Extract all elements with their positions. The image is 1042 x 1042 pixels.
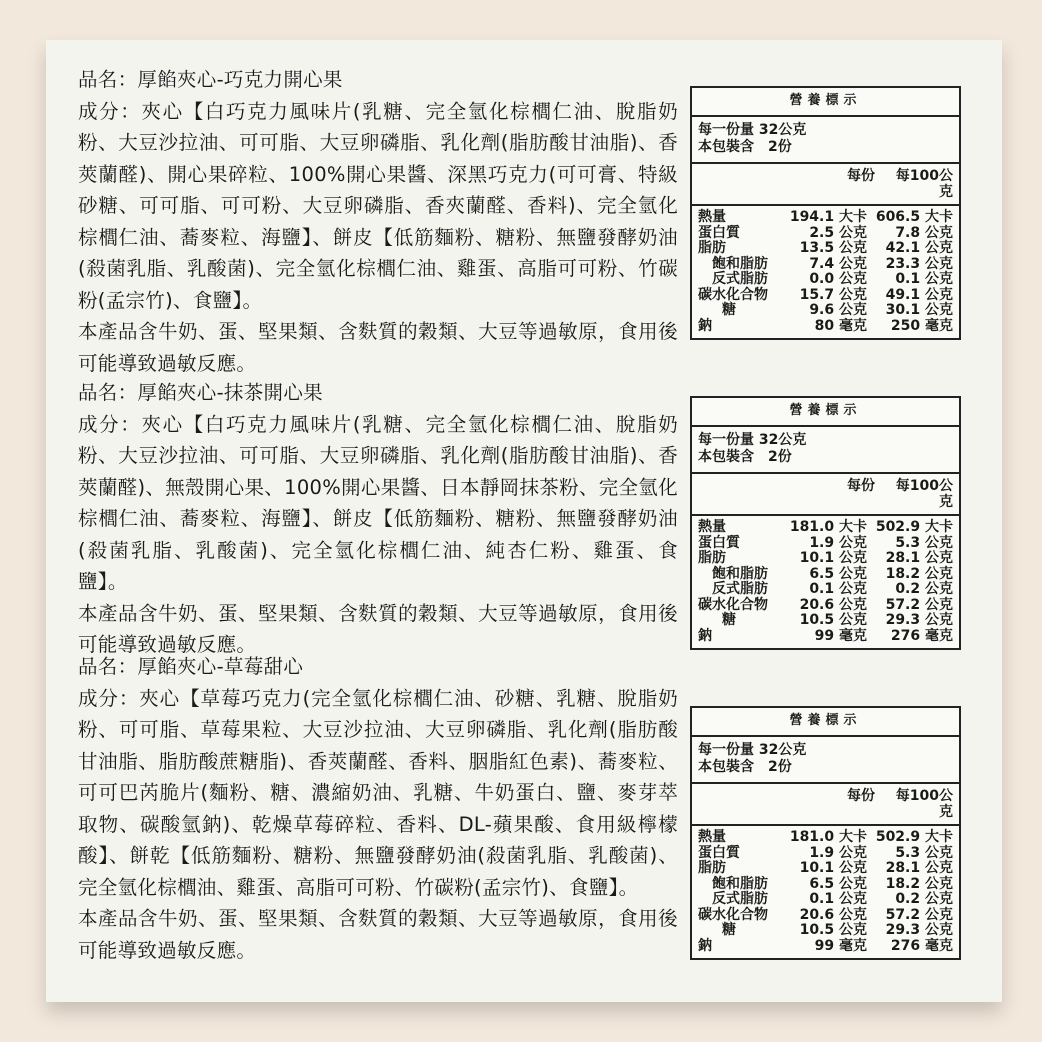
- nutrient-row: [698, 908, 953, 924]
- value-per-100g: 57.2 公克: [885, 596, 953, 613]
- value-per-serving: 2.5 公克: [809, 224, 867, 241]
- value-per-100g: 502.9 大卡: [875, 519, 953, 535]
- value-per-100g: 5.3 公克: [895, 844, 953, 861]
- serving-info: [692, 427, 959, 474]
- value-per-100g: 23.3 公克: [885, 255, 953, 272]
- nutrient-name: 蛋白質: [698, 844, 740, 861]
- value-per-100g: 276 毫克: [890, 627, 953, 644]
- nutrient-name: 鈉: [698, 937, 712, 954]
- nutrient-name: 蛋白質: [698, 224, 740, 241]
- nutrient-name: 糖: [722, 612, 736, 628]
- nutrient-name: 鈉: [698, 627, 712, 644]
- serving-size: 每一份量 32公克: [698, 122, 807, 138]
- nutrient-row: [698, 319, 953, 335]
- nutrient-name: 脂肪: [698, 550, 726, 566]
- value-per-100g: 0.1 公克: [895, 271, 953, 287]
- nutrient-row: [698, 303, 953, 319]
- value-per-serving: 0.0 公克: [809, 271, 867, 287]
- nutrition-title: 營養標示: [692, 708, 959, 737]
- nutrient-row: [698, 582, 953, 598]
- nutrition-rows: [692, 516, 959, 648]
- nutrient-row: [698, 613, 953, 629]
- ingredients-text: 成分：夾心【草莓巧克力(完全氫化棕櫚仁油、砂糖、乳糖、脫脂奶粉、可可脂、草莓果粒、大豆沙拉油、大豆卵磷脂、乳化劑(脂肪酸甘油脂、脂肪酸蔗糖脂)、香莢蘭醛、香料、胭脂紅色素)、蕎麥粒、可可巴芮脆片(麵粉、糖、濃縮奶油、乳糖、牛奶蛋白、鹽、麥芽萃取物、碳酸氫鈉)、乾燥草莓碎粒、香料、DL-蘋果酸、食用級檸檬酸】、餅乾【低筋麵粉、糖粉、無鹽發酵奶油(殺菌乳脂、乳酸菌)、完全氫化棕櫚油、雞蛋、高脂可可粉、竹碳粉(孟宗竹)、食鹽】。: [78, 686, 678, 899]
- value-per-serving: 7.4 公克: [809, 255, 867, 272]
- nutrition-table: [690, 86, 961, 340]
- value-per-100g: 29.3 公克: [885, 612, 953, 628]
- nutrient-row: [698, 846, 953, 862]
- nutrient-row: [698, 861, 953, 877]
- nutrition-rows: [692, 826, 959, 958]
- value-per-100g: 606.5 大卡: [875, 209, 953, 225]
- nutrition-header: [692, 474, 959, 516]
- nutrient-row: [698, 629, 953, 645]
- value-per-100g: 30.1 公克: [885, 302, 953, 318]
- servings-per-pack: 本包裝含 2份: [698, 759, 792, 775]
- nutrition-rows: [692, 206, 959, 338]
- product-name: 品名：厚餡夾心-草莓甜心: [78, 655, 304, 678]
- value-per-serving: 10.1 公克: [799, 860, 867, 876]
- nutrient-row: [698, 210, 953, 226]
- value-per-100g: 49.1 公克: [885, 286, 953, 303]
- nutrient-row: [698, 877, 953, 893]
- nutrient-row: [698, 939, 953, 955]
- value-per-serving: 181.0 大卡: [789, 519, 867, 535]
- value-per-100g: 0.2 公克: [895, 581, 953, 597]
- value-per-100g: 18.2 公克: [885, 875, 953, 892]
- column-per-100g: 每100公克: [895, 788, 953, 820]
- product-name: 品名：厚餡夾心-抹茶開心果: [78, 381, 323, 404]
- serving-info: [692, 737, 959, 784]
- nutrient-name: 糖: [722, 922, 736, 938]
- nutrient-name: 碳水化合物: [698, 906, 768, 923]
- nutrient-row: [698, 520, 953, 536]
- value-per-100g: 7.8 公克: [895, 224, 953, 241]
- servings-per-pack: 本包裝含 2份: [698, 139, 792, 155]
- value-per-serving: 0.1 公克: [809, 581, 867, 597]
- product-name: 品名：厚餡夾心-巧克力開心果: [78, 68, 343, 91]
- column-per-serving: 每份: [847, 788, 875, 804]
- nutrient-row: [698, 241, 953, 257]
- value-per-serving: 0.1 公克: [809, 891, 867, 907]
- nutrition-header: [692, 784, 959, 826]
- value-per-100g: 28.1 公克: [885, 550, 953, 566]
- nutrient-name: 反式脂肪: [712, 891, 768, 907]
- column-per-serving: 每份: [847, 168, 875, 184]
- product-block: [78, 651, 678, 966]
- nutrient-row: [698, 257, 953, 273]
- nutrition-title: 營養標示: [692, 398, 959, 427]
- servings-per-pack: 本包裝含 2份: [698, 449, 792, 465]
- nutrient-row: [698, 830, 953, 846]
- value-per-serving: 80 毫克: [814, 317, 867, 334]
- column-per-100g: 每100公克: [895, 168, 953, 200]
- nutrient-row: [698, 598, 953, 614]
- serving-size: 每一份量 32公克: [698, 742, 807, 758]
- value-per-100g: 28.1 公克: [885, 860, 953, 876]
- value-per-serving: 6.5 公克: [809, 875, 867, 892]
- nutrient-row: [698, 567, 953, 583]
- value-per-serving: 6.5 公克: [809, 565, 867, 582]
- nutrient-row: [698, 272, 953, 288]
- nutrient-row: [698, 892, 953, 908]
- value-per-100g: 57.2 公克: [885, 906, 953, 923]
- value-per-serving: 99 毫克: [814, 627, 867, 644]
- value-per-serving: 1.9 公克: [809, 534, 867, 551]
- nutrient-row: [698, 226, 953, 242]
- nutrient-name: 飽和脂肪: [712, 565, 768, 582]
- nutrient-name: 反式脂肪: [712, 271, 768, 287]
- allergen-text: 本產品含牛奶、蛋、堅果類、含麩質的穀類、大豆等過敏原，食用後可能導致過敏反應。: [78, 601, 678, 656]
- value-per-100g: 18.2 公克: [885, 565, 953, 582]
- nutrient-name: 熱量: [698, 519, 726, 535]
- nutrition-table: [690, 706, 961, 960]
- nutrition-table: [690, 396, 961, 650]
- value-per-100g: 502.9 大卡: [875, 829, 953, 845]
- nutrient-name: 脂肪: [698, 860, 726, 876]
- allergen-text: 本產品含牛奶、蛋、堅果類、含麩質的穀類、大豆等過敏原，食用後可能導致過敏反應。: [78, 320, 678, 375]
- value-per-serving: 181.0 大卡: [789, 829, 867, 845]
- value-per-serving: 10.1 公克: [799, 550, 867, 566]
- column-per-100g: 每100公克: [895, 478, 953, 510]
- value-per-100g: 42.1 公克: [885, 240, 953, 256]
- column-per-serving: 每份: [847, 478, 875, 494]
- value-per-100g: 276 毫克: [890, 937, 953, 954]
- nutrient-row: [698, 536, 953, 552]
- nutrient-name: 熱量: [698, 829, 726, 845]
- nutrient-name: 碳水化合物: [698, 286, 768, 303]
- value-per-100g: 0.2 公克: [895, 891, 953, 907]
- value-per-serving: 194.1 大卡: [789, 209, 867, 225]
- nutrient-name: 脂肪: [698, 240, 726, 256]
- serving-size: 每一份量 32公克: [698, 432, 807, 448]
- value-per-serving: 1.9 公克: [809, 844, 867, 861]
- value-per-serving: 15.7 公克: [799, 286, 867, 303]
- value-per-100g: 250 毫克: [890, 317, 953, 334]
- label-card: [46, 40, 1002, 1002]
- nutrition-header: [692, 164, 959, 206]
- value-per-serving: 20.6 公克: [799, 906, 867, 923]
- ingredients-text: 成分：夾心【白巧克力風味片(乳糖、完全氫化棕櫚仁油、脫脂奶粉、大豆沙拉油、可可脂、大豆卵磷脂、乳化劑(脂肪酸甘油脂)、香莢蘭醛)、無殼開心果、100%開心果醬、日本靜岡抹茶粉、完全氫化棕櫚仁油、蕎麥粒、海鹽】、餅皮【低筋麵粉、糖粉、無鹽發酵奶油(殺菌乳脂、乳酸菌)、完全氫化棕櫚仁油、純杏仁粉、雞蛋、食鹽】。: [78, 412, 678, 593]
- value-per-serving: 99 毫克: [814, 937, 867, 954]
- nutrient-name: 蛋白質: [698, 534, 740, 551]
- nutrient-row: [698, 288, 953, 304]
- value-per-100g: 29.3 公克: [885, 922, 953, 938]
- value-per-serving: 20.6 公克: [799, 596, 867, 613]
- nutrient-name: 糖: [722, 302, 736, 318]
- nutrient-name: 鈉: [698, 317, 712, 334]
- nutrition-title: 營養標示: [692, 88, 959, 117]
- nutrient-row: [698, 923, 953, 939]
- value-per-serving: 10.5 公克: [799, 922, 867, 938]
- nutrient-row: [698, 551, 953, 567]
- nutrient-name: 熱量: [698, 209, 726, 225]
- nutrient-name: 碳水化合物: [698, 596, 768, 613]
- value-per-serving: 9.6 公克: [809, 302, 867, 318]
- allergen-text: 本產品含牛奶、蛋、堅果類、含麩質的穀類、大豆等過敏原，食用後可能導致過敏反應。: [78, 907, 678, 962]
- product-block: [78, 64, 678, 379]
- nutrient-name: 飽和脂肪: [712, 255, 768, 272]
- value-per-100g: 5.3 公克: [895, 534, 953, 551]
- serving-info: [692, 117, 959, 164]
- nutrient-name: 飽和脂肪: [712, 875, 768, 892]
- value-per-serving: 10.5 公克: [799, 612, 867, 628]
- ingredients-text: 成分：夾心【白巧克力風味片(乳糖、完全氫化棕櫚仁油、脫脂奶粉、大豆沙拉油、可可脂、大豆卵磷脂、乳化劑(脂肪酸甘油脂)、香莢蘭醛)、開心果碎粒、100%開心果醬、深黑巧克力(可可膏、特級砂糖、可可脂、可可粉、大豆卵磷脂、香夾蘭醛、香料)、完全氫化棕櫚仁油、蕎麥粒、海鹽】、餅皮【低筋麵粉、糖粉、無鹽發酵奶油(殺菌乳脂、乳酸菌)、完全氫化棕櫚仁油、雞蛋、高脂可可粉、竹碳粉(孟宗竹)、食鹽】。: [78, 99, 678, 312]
- nutrient-name: 反式脂肪: [712, 581, 768, 597]
- value-per-serving: 13.5 公克: [799, 240, 867, 256]
- product-block: [78, 377, 678, 661]
